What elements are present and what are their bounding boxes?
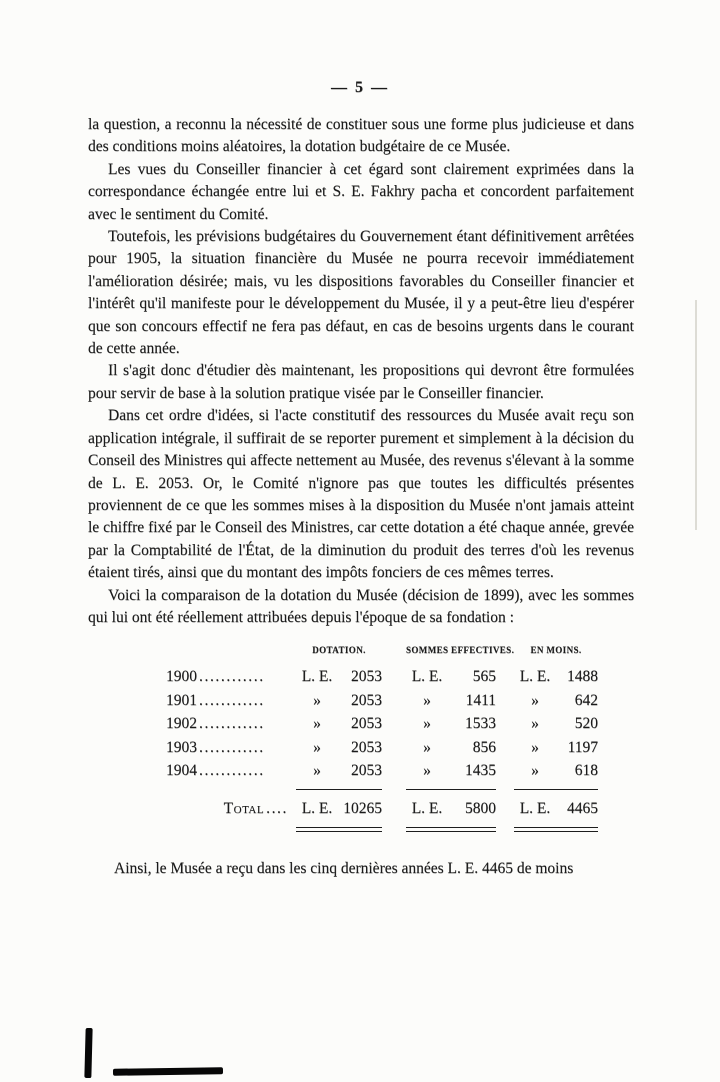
currency-unit: L. E. [301,668,333,686]
rule-spacer [166,789,290,791]
year-cell [166,759,290,783]
dotation-value: 2053 [351,715,382,733]
scan-edge-artifact [113,1067,223,1076]
dot-leader: ............ [199,691,265,709]
column-header-dotation: DOTATION. [312,645,366,656]
currency-unit: L. E. [411,799,443,817]
effective-cell [406,689,496,713]
moins-cell [514,665,598,689]
scan-edge-shadow [695,300,697,530]
currency-unit: L. E. [519,799,551,817]
ditto-mark: » [313,691,321,709]
year-label: 1903 [166,738,197,756]
ditto-mark: » [313,715,321,733]
moins-cell [514,689,598,713]
currency-unit: L. E. [519,668,551,686]
total-moins-value: 4465 [567,799,598,817]
table-closing-rule [166,827,634,832]
year-label: 1901 [166,691,197,709]
effective-cell [406,665,496,689]
body-paragraph: Il s'agit donc d'étudier dès maintenant, les propositions qui devront être formulées pour servir de base à la solution pratique visée par le Conseiller financier. [88,362,634,402]
rule-segment [296,789,382,790]
rule-segment [514,789,598,790]
dotation-cell [296,736,382,760]
rule-segment [406,789,496,790]
body-paragraph: Dans cet ordre d'idées, si l'acte constitutif des ressources du Musée avait reçu son application intégrale, il suffirait de se reporter purement et simplement à la décision du Conseil des Ministres qui affecte nettement au Musée, des revenus s'élevant à la somme de L. E. 2053. Or, le Comité n'ignore pas que toutes les difficultés présentes proviennent de ce que les sommes mises à la disposition du Musée n'ont jamais atteint le chiffre fixé par le Conseil des Ministres, car cette dotation a été chaque année, grevée par la Comptabilité de l'État, de la diminution du produit des terres d'où les revenus étaient tirés, ainsi que du montant des impôts fonciers de ces mêmes terres. [88,407,634,582]
moins-cell [514,736,598,760]
total-effective-cell [406,797,496,821]
page-number: — 5 — [331,79,389,96]
year-label: 1902 [166,715,197,733]
effective-cell [406,759,496,783]
dot-leader: ............ [199,715,265,733]
header-spacer [166,645,290,655]
moins-value: 1197 [567,738,598,756]
moins-cell [514,759,598,783]
moins-value: 520 [574,715,598,733]
year-label: 1900 [166,668,197,686]
table-row [166,736,634,760]
total-label: Total [223,799,265,817]
table-row [166,759,634,783]
rule-spacer [166,827,290,832]
dotation-cell [296,712,382,736]
ditto-mark: » [423,691,431,709]
ditto-mark: » [423,715,431,733]
double-rule-segment [406,827,496,832]
ditto-mark: » [423,762,431,780]
dotation-value: 2053 [351,762,382,780]
table-sum-rule [166,789,634,791]
double-rule-segment [296,827,382,832]
column-header-en-moins: EN MOINS. [530,645,582,656]
effective-cell [406,736,496,760]
ditto-mark: » [531,715,539,733]
closing-paragraph: Ainsi, le Musée a reçu dans les cinq dernières années L. E. 4465 de moins [114,860,574,878]
total-label-cell [166,797,290,821]
currency-unit: L. E. [301,799,333,817]
ditto-mark: » [531,691,539,709]
page-body [88,114,634,881]
currency-unit: L. E. [411,668,443,686]
dotation-value: 2053 [351,738,382,756]
dot-leader: ............ [199,762,265,780]
dotation-comparison-table [166,645,634,832]
effective-value: 1533 [465,715,496,733]
double-rule-segment [514,827,598,832]
year-cell [166,665,290,689]
year-cell [166,689,290,713]
ditto-mark: » [531,762,539,780]
table-header-row [166,645,634,655]
ditto-mark: » [531,738,539,756]
table-total-row [166,797,634,821]
table-row [166,712,634,736]
moins-value: 642 [574,691,598,709]
body-paragraph: la question, a reconnu la nécessité de constituer sous une forme plus judicieuse et dans des conditions moins aléatoires, la dotation budgétaire de ce Musée. [88,116,634,156]
dotation-value: 2053 [351,691,382,709]
year-cell [166,712,290,736]
effective-value: 1411 [465,691,496,709]
scan-edge-artifact [84,1028,92,1078]
dotation-value: 2053 [351,668,382,686]
body-paragraph: Toutefois, les prévisions budgétaires du Gouvernement étant définitivement arrêtées pour 1905, la situation financière du Musée ne pourra recevoir immédiatement l'amélioration désirée; mais, vu les dispositions favorables du Conseiller financier et l'intérêt qu'il manifeste pour le développement du Musée, il y a peut-être lieu d'espérer que son concours effectif ne fera pas défaut, en cas de besoins urgents dans le courant de cette année. [88,228,634,358]
dotation-cell [296,759,382,783]
dotation-cell [296,665,382,689]
ditto-mark: » [423,738,431,756]
year-label: 1904 [166,762,197,780]
column-header-sommes-effectives: SOMMES EFFECTIVES. [406,645,515,656]
effective-value: 565 [472,668,496,686]
effective-cell [406,712,496,736]
table-row [166,689,634,713]
body-paragraph: Les vues du Conseiller financier à cet égard sont clairement exprimées dans la correspondance échangée entre lui et S. E. Fakhry pacha et concordent parfaitement avec le sentiment du Comité. [88,160,634,223]
total-effective-value: 5800 [465,799,496,817]
body-paragraph: Voici la comparaison de la dotation du Musée (décision de 1899), avec les sommes qui lui ont été réellement attribuées depuis l'époque de sa fondation : [88,586,634,626]
ditto-mark: » [313,762,321,780]
dot-leader: .... [266,799,288,817]
year-cell [166,736,290,760]
moins-value: 1488 [567,668,598,686]
dot-leader: ............ [199,668,265,686]
effective-value: 856 [472,738,496,756]
total-moins-cell [514,797,598,821]
total-dotation-cell [296,797,382,821]
moins-value: 618 [574,762,598,780]
effective-value: 1435 [465,762,496,780]
dot-leader: ............ [199,738,265,756]
moins-cell [514,712,598,736]
dotation-cell [296,689,382,713]
table-row [166,665,634,689]
ditto-mark: » [313,738,321,756]
total-dotation-value: 10265 [343,799,382,817]
